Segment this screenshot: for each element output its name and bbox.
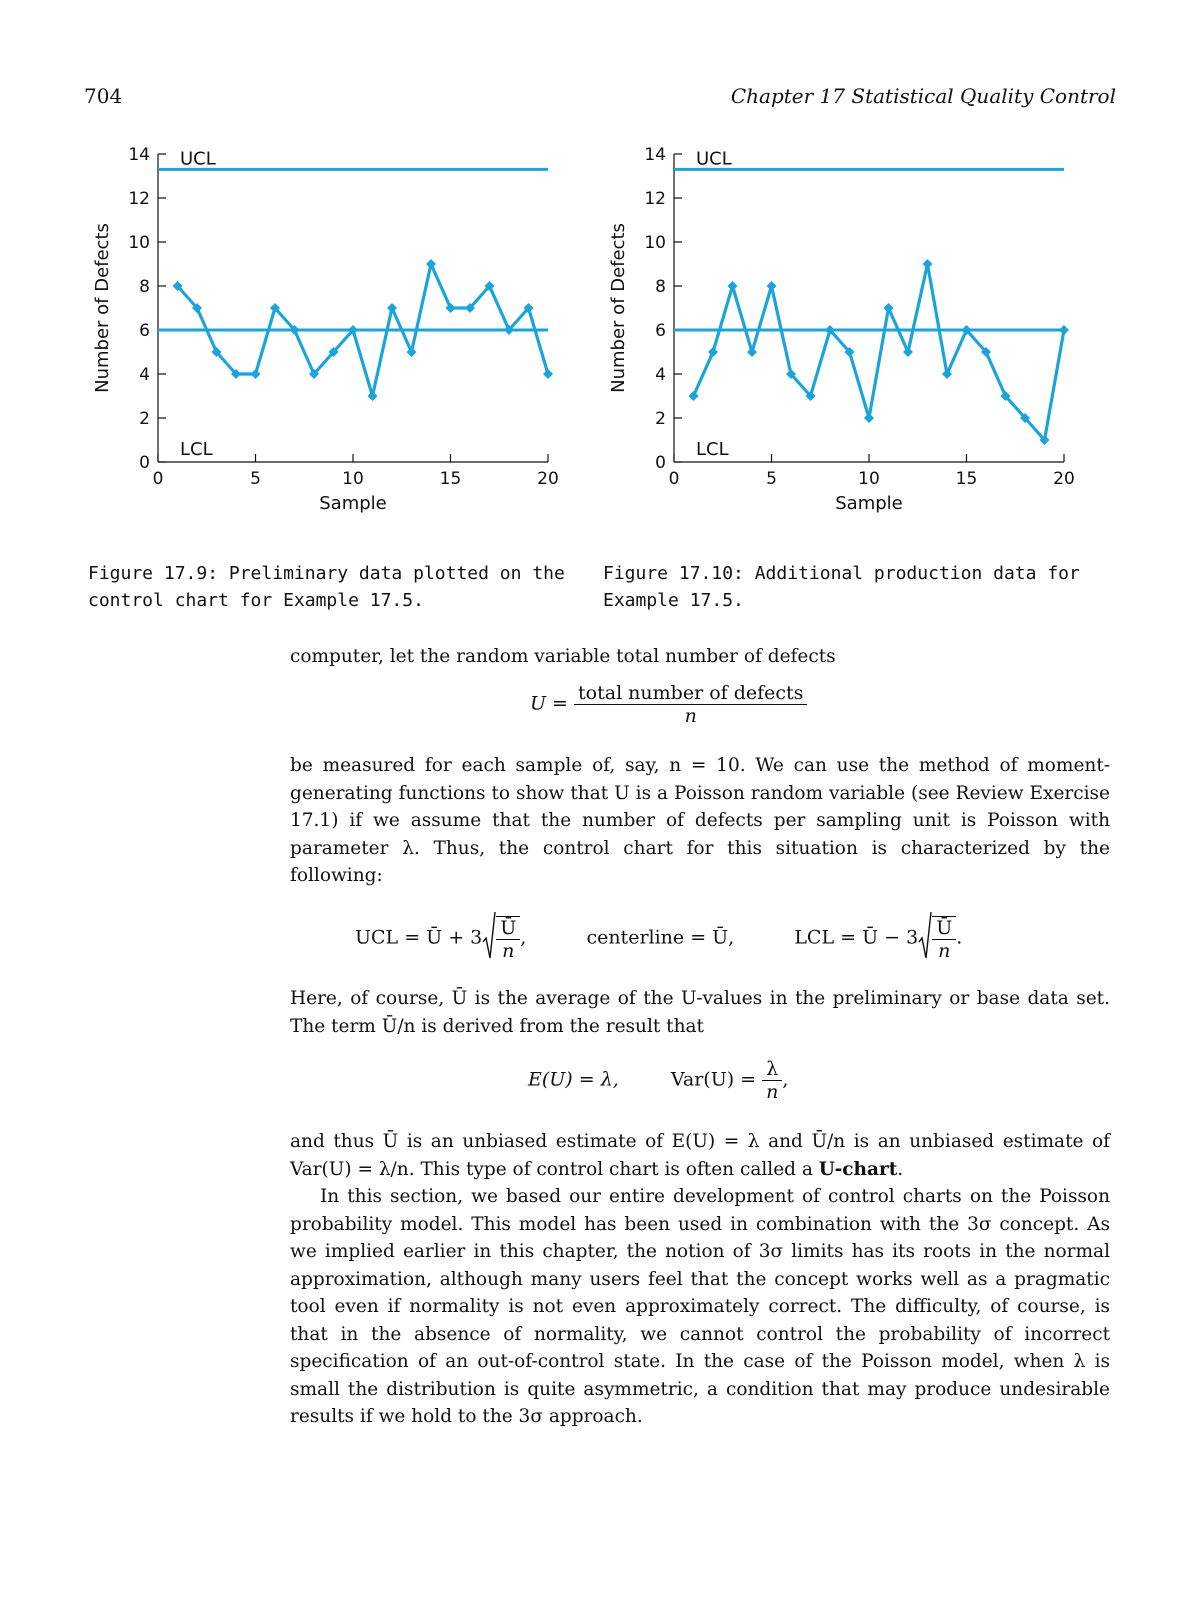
eq1-denominator: n <box>684 705 697 727</box>
eq3-fraction <box>762 1058 782 1103</box>
chart-0-data-point <box>251 369 261 379</box>
chart-1-y-tick-label: 12 <box>644 189 666 209</box>
chart-0-ucl-label: UCL <box>180 148 216 170</box>
eq2-ucl-den: n <box>502 939 515 962</box>
chart-1-data-point <box>903 347 913 357</box>
chart-0-data-point <box>407 347 417 357</box>
chart-0-y-tick-label: 2 <box>139 409 150 429</box>
equation-control-limits: UCL = Ū + 3 $\frac{Ū}{n}$ , centerline = Ū, LCL = Ū − 3 $\frac{Ū}{n}$ . <box>355 910 962 967</box>
eq2-ucl-fraction <box>496 916 520 962</box>
chart-0-y-tick-label: 8 <box>139 277 150 297</box>
eq2-lcl-num: Ū <box>932 917 956 940</box>
chart-1-y-tick-label: 0 <box>655 453 666 473</box>
chart-0-data-point <box>426 259 436 269</box>
eq1-numerator: total number of defects <box>574 682 807 705</box>
eq1-fraction <box>574 682 807 727</box>
chart-0-y-tick-label: 0 <box>139 453 150 473</box>
chart-1-x-tick-label: 15 <box>955 469 978 489</box>
chart-1-data-point <box>942 369 952 379</box>
chart-0-y-tick-label: 10 <box>128 233 150 253</box>
sqrt-icon <box>918 910 932 967</box>
chart-0-y-tick-label: 6 <box>139 321 150 341</box>
chart-0-data-point <box>368 391 378 401</box>
eq3-expectation: E(U) = λ, <box>528 1068 619 1091</box>
chart-0-data-point <box>446 303 456 313</box>
chart-1-data-point <box>689 391 699 401</box>
paragraph-poisson: be measured for each sample of, say, n = 10. We can use the method of moment-generating functions to show that U is a Poisson random variable (see Review Exercise 17.1) if we assume that the number of defects per sampling unit is Poisson with parameter λ. Thus, the control chart for this situation is characterized by the following: <box>290 755 1110 886</box>
eq3-denominator: n <box>766 1081 779 1103</box>
figure-caption-17-9: Figure 17.9: Preliminary data plotted on the control chart for Example 17.5. <box>88 563 565 611</box>
sqrt-icon <box>482 910 496 967</box>
control-chart-fig-17-10 <box>596 140 1096 530</box>
chapter-header: Chapter 17 Statistical Quality Control <box>730 84 1116 108</box>
chart-1-x-axis-label: Sample <box>835 493 903 514</box>
chart-0-x-tick-label: 20 <box>537 469 559 489</box>
chart-1-data-point <box>747 347 757 357</box>
chart-1-y-axis-label: Number of Defects <box>608 223 629 393</box>
chart-0-data-point <box>543 369 553 379</box>
u-chart-term: U-chart <box>818 1158 898 1180</box>
paragraph-intro: computer, let the random variable total number of defects <box>290 646 836 667</box>
chart-1-data-point <box>728 281 738 291</box>
p4-text-a: and thus Ū is an unbiased estimate of E(U) = λ and Ū/n is an unbiased estimate of Var(U) = λ/n. This type of control chart is often called a <box>290 1131 1110 1180</box>
equation-expectation-variance: E(U) = λ, Var(U) = $\frac{\lambda}{n}$ , <box>528 1058 789 1103</box>
chart-0-data-point <box>387 303 397 313</box>
eq2-centerline: centerline = Ū, <box>586 926 735 949</box>
paragraph-poisson-discussion: In this section, we based our entire development of control charts on the Poisson probability model. This model has been used in combination with the 3σ concept. As we implied earlier in this chapter, the notion of 3σ limits has its roots in the normal approximation, although many users feel that the concept works well as a pragmatic tool even if normality is not even approximately correct. The difficulty, of course, is that in the absence of normality, we cannot control the probability of incorrect specification of an out-of-control state. In the case of the Poisson model, when λ is small the distribution is quite asymmetric, a condition that may produce undesirable results if we hold to the 3σ approach. <box>290 1186 1110 1427</box>
chart-1-y-tick-label: 4 <box>655 365 666 385</box>
eq2-lcl: LCL = Ū − 3 <box>794 926 919 949</box>
chart-1-data-point <box>767 281 777 291</box>
chart-1-data-point <box>884 303 894 313</box>
chart-1-data-point <box>864 413 874 423</box>
eq2-ucl: UCL = Ū + 3 <box>355 926 483 949</box>
eq3-variance: Var(U) = <box>670 1068 757 1091</box>
chart-0-x-axis-label: Sample <box>319 493 387 514</box>
chart-1-x-tick-label: 5 <box>766 469 777 489</box>
chart-1-x-tick-label: 10 <box>858 469 880 489</box>
chart-1-y-tick-label: 10 <box>644 233 666 253</box>
eq2-ucl-num: Ū <box>496 917 520 940</box>
chart-1-lcl-label: LCL <box>696 439 729 460</box>
chart-1-y-tick-label: 8 <box>655 277 666 297</box>
chart-0-x-tick-label: 15 <box>439 469 462 489</box>
paragraph-average: Here, of course, Ū is the average of the U-values in the preliminary or base data set. The term Ū/n is derived from the result that <box>290 988 1110 1037</box>
chart-0-y-tick-label: 12 <box>128 189 150 209</box>
chart-1-data-point <box>923 259 933 269</box>
chart-0-y-axis-label: Number of Defects <box>92 223 113 393</box>
p4-text-c: . <box>897 1158 904 1180</box>
chart-1-x-tick-label: 20 <box>1053 469 1075 489</box>
chart-0-x-tick-label: 10 <box>342 469 364 489</box>
control-chart-fig-17-9 <box>80 140 580 530</box>
chart-1-y-tick-label: 2 <box>655 409 666 429</box>
paragraph-u-chart <box>290 1128 1110 1183</box>
page-number: 704 <box>84 84 123 108</box>
chart-1-data-point <box>1059 325 1069 335</box>
chart-0-y-tick-label: 14 <box>128 145 150 165</box>
chart-1-data-point <box>708 347 718 357</box>
chart-1-y-tick-label: 6 <box>655 321 666 341</box>
figure-caption-17-10: Figure 17.10: Additional production data for Example 17.5. <box>603 563 1080 611</box>
chart-0-y-tick-label: 4 <box>139 365 150 385</box>
chart-1-y-tick-label: 14 <box>644 145 666 165</box>
chart-1-x-tick-label: 0 <box>668 469 680 489</box>
chart-0-x-tick-label: 0 <box>152 469 164 489</box>
chart-0-x-tick-label: 5 <box>250 469 261 489</box>
equation-u-definition <box>530 682 807 727</box>
eq3-numerator: λ <box>762 1058 782 1081</box>
chart-1-ucl-label: UCL <box>696 148 732 170</box>
chart-0-lcl-label: LCL <box>180 439 213 460</box>
eq2-lcl-den: n <box>938 939 951 962</box>
eq1-lhs: U = <box>530 692 568 715</box>
eq2-lcl-fraction <box>932 916 956 962</box>
